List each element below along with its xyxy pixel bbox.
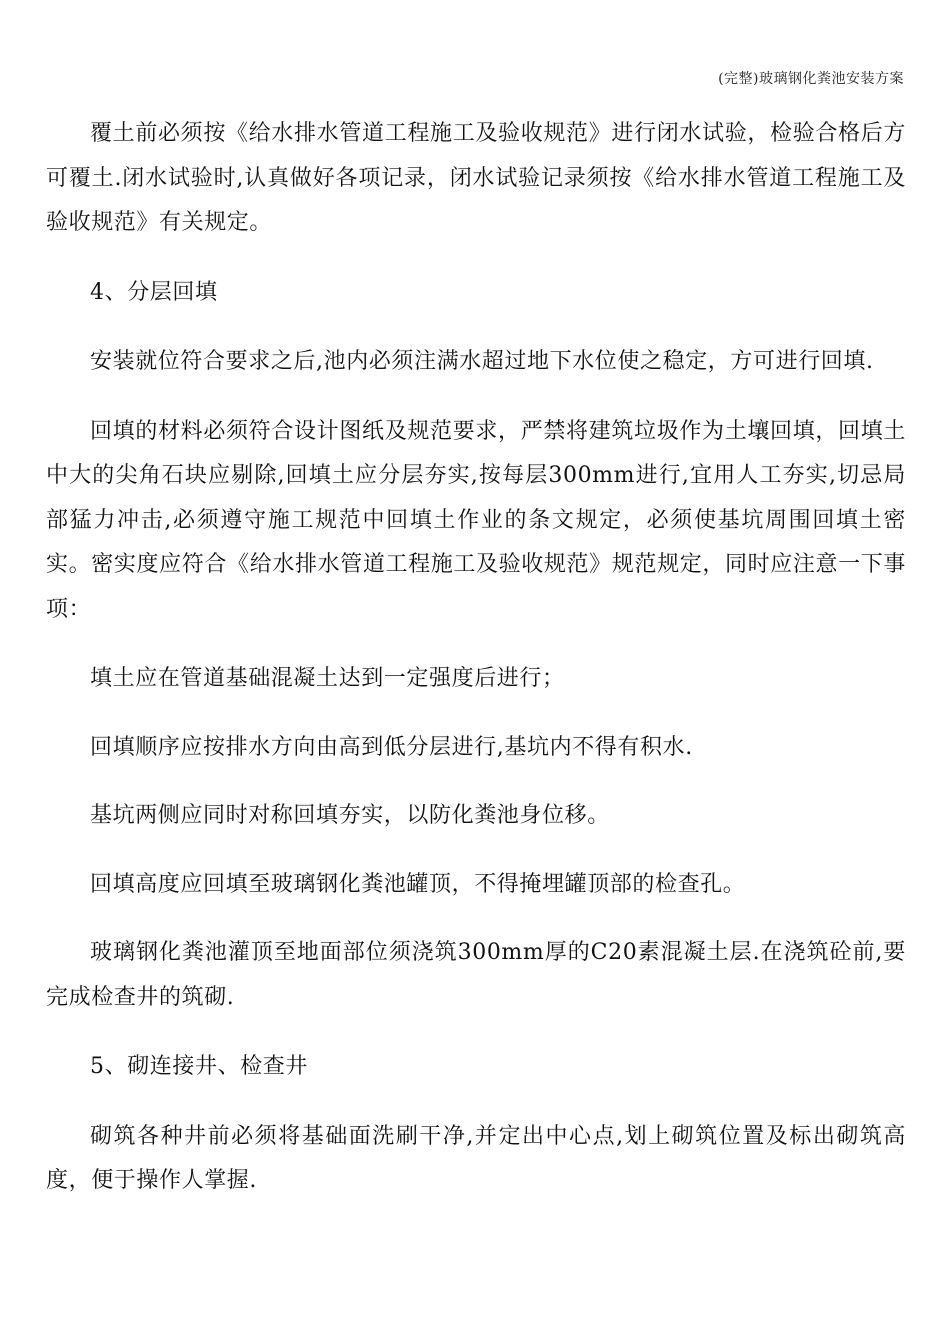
list-item-fill-timing: 填土应在管道基础混凝土达到一定强度后进行； xyxy=(90,666,565,691)
paragraph-concrete-layer: 玻璃钢化粪池灌顶至地面部位须浇筑300mm厚的C20素混凝土层.在浇筑砼前,要完成检查井的筑砌. xyxy=(46,940,906,1010)
document-body xyxy=(46,112,906,1229)
list-item-symmetric-fill: 基坑两侧应同时对称回填夯实，以防化粪池身位移。 xyxy=(90,803,610,828)
paragraph-masonry: 砌筑各种井前必须将基础面洗刷干净,并定出中心点,划上砌筑位置及标出砌筑高度，便于操作人掌握. xyxy=(46,1123,906,1193)
paragraph-backfill-material: 回填的材料必须符合设计图纸及规范要求，严禁将建筑垃圾作为土壤回填，回填土中大的尖角石块应剔除,回填土应分层夯实,按每层300mm进行,宜用人工夯实,切忌局部猛力冲击,必须遵守施工规范中回填土作业的条文规定，必须使基坑周围回填土密实。密实度应符合《给水排水管道工程施工及验收规范》规范规定，同时应注意一下事项： xyxy=(46,418,906,622)
running-header: (完整)玻璃钢化粪池安装方案 xyxy=(718,71,904,87)
section-heading-layered-backfill: 4、分层回填 xyxy=(90,279,218,305)
paragraph-closed-water-test: 覆土前必须按《给水排水管道工程施工及验收规范》进行闭水试验，检验合格后方可覆土.闭水试验时,认真做好各项记录，闭水试验记录须按《给水排水管道工程施工及验收规范》有关规定。 xyxy=(46,121,906,235)
list-item-fill-height: 回填高度应回填至玻璃钢化粪池罐顶，不得掩埋罐顶部的检查孔。 xyxy=(90,871,746,897)
paragraph-fill-water: 安装就位符合要求之后,池内必须注满水超过地下水位使之稳定，方可进行回填. xyxy=(90,349,874,374)
list-item-fill-order: 回填顺序应按排水方向由高到低分层进行,基坑内不得有积水. xyxy=(90,734,693,760)
section-heading-manholes: 5、砌连接井、检查井 xyxy=(90,1054,308,1079)
